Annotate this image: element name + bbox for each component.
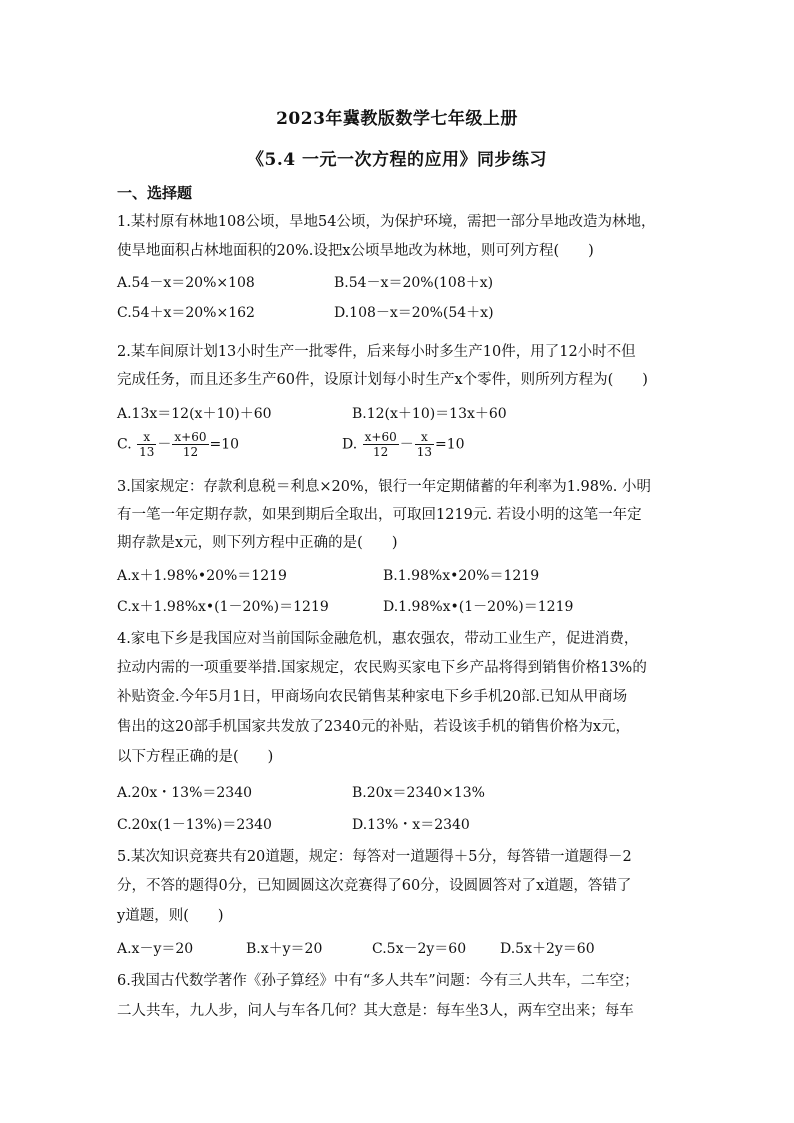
question-4-line-4: 售出的这20部手机国家共发放了2340元的补贴，若设该手机的销售价格为x元， <box>117 719 631 735</box>
option-d-rhs: =10 <box>435 436 465 453</box>
question-2-line-2: 完成任务，而且还多生产60件，设原计划每小时生产x个零件，则所列方程为( ) <box>117 372 648 388</box>
question-3-line-3: 期存款是x元，则下列方程中正确的是( ) <box>117 535 398 551</box>
question-3-option-a: A.x＋1.98%•20%＝1219 <box>117 568 287 584</box>
question-3-option-b: B.1.98%x•20%＝1219 <box>383 568 540 584</box>
question-3-option-d: D.1.98%x•(1－20%)＝1219 <box>383 599 574 615</box>
option-d-fraction-1 <box>363 430 399 459</box>
question-2-option-d <box>342 430 465 459</box>
fraction-denominator: 12 <box>182 445 199 459</box>
question-5-line-2: 分，不答的题得0分，已知圆圆这次竞赛得了60分，设圆圆答对了x道题，答错了 <box>117 878 632 894</box>
question-1-option-b: B.54－x＝20%(108＋x) <box>334 275 494 291</box>
question-1-option-d: D.108－x＝20%(54＋x) <box>334 305 494 321</box>
fraction-numerator: x <box>137 430 156 445</box>
option-c-rhs: =10 <box>209 436 240 453</box>
question-4-line-5: 以下方程正确的是( ) <box>117 749 274 765</box>
fraction-numerator: x <box>415 430 434 445</box>
option-d-prefix: D. <box>342 436 358 453</box>
question-4-option-c: C.20x(1－13%)＝2340 <box>117 817 272 833</box>
question-3-option-c: C.x＋1.98%x•(1－20%)＝1219 <box>117 599 329 615</box>
question-6-line-2: 二人共车，九人步，问人与车各几何？其大意是：每车坐3人，两车空出来；每车 <box>117 1003 634 1019</box>
question-4-option-b: B.20x＝2340×13% <box>352 785 485 801</box>
option-c-fraction-1 <box>137 430 156 459</box>
question-4-line-3: 补贴资金.今年5月1日，甲商场向农民销售某种家电下乡手机20部.已知从甲商场 <box>117 689 628 705</box>
question-5-option-a: A.x－y＝20 <box>117 941 194 957</box>
question-1-option-a: A.54－x＝20%×108 <box>117 275 255 291</box>
document-title: 2023年冀教版数学七年级上册 <box>276 109 518 129</box>
question-1-line-2: 使旱地面积占林地面积的20%.设把x公顷旱地改为林地，则可列方程( ) <box>117 243 594 259</box>
question-4-option-d: D.13%・x＝2340 <box>352 817 470 833</box>
option-c-operator: － <box>157 436 172 453</box>
option-c-prefix: C. <box>117 436 132 453</box>
option-c-fraction-2 <box>172 430 208 459</box>
question-6-line-1: 6.我国古代数学著作《孙子算经》中有“多人共车”问题：今有三人共车，二车空； <box>117 973 639 989</box>
question-2-option-a: A.13x＝12(x＋10)＋60 <box>117 406 272 422</box>
option-d-fraction-2 <box>415 430 434 459</box>
question-5-line-3: y道题，则( ) <box>117 908 224 924</box>
fraction-denominator: 13 <box>139 445 155 459</box>
question-5-option-d: D.5x＋2y＝60 <box>500 941 595 957</box>
question-3-line-1: 3.国家规定：存款利息税＝利息×20%，银行一年定期储蓄的年利率为1.98%. 小明 <box>117 479 651 495</box>
question-4-line-2: 拉动内需的一项重要举措.国家规定，农民购买家电下乡产品将得到销售价格13%的 <box>117 660 647 676</box>
section-heading: 一、选择题 <box>117 184 193 202</box>
fraction-numerator: x+60 <box>364 430 397 444</box>
fraction-denominator: 13 <box>416 445 433 459</box>
question-5-option-b: B.x＋y＝20 <box>246 941 323 957</box>
fraction-denominator: 12 <box>373 445 389 459</box>
question-5-option-c: C.5x－2y＝60 <box>372 941 467 957</box>
question-4-line-1: 4.家电下乡是我国应对当前国际金融危机，惠农强农，带动工业生产，促进消费， <box>117 631 639 647</box>
question-3-line-2: 有一笔一年定期存款，如果到期后全取出，可取回1219元. 若设小明的这笔一年定 <box>117 507 642 523</box>
fraction-numerator: x+60 <box>174 430 207 444</box>
question-2-option-c <box>117 430 239 459</box>
question-1-line-1: 1.某村原有林地108公顷，旱地54公顷，为保护环境，需把一部分旱地改造为林地， <box>117 214 656 230</box>
document-subtitle: 《5.4 一元一次方程的应用》同步练习 <box>247 150 547 170</box>
option-d-operator: － <box>399 436 414 453</box>
question-5-line-1: 5.某次知识竞赛共有20道题，规定：每答对一道题得＋5分，每答错一道题得－2 <box>117 849 632 865</box>
question-2-option-b: B.12(x＋10)＝13x＋60 <box>352 406 507 422</box>
question-1-option-c: C.54＋x＝20%×162 <box>117 305 255 321</box>
question-2-line-1: 2.某车间原计划13小时生产一批零件，后来每小时多生产10件，用了12小时不但 <box>117 344 636 360</box>
question-4-option-a: A.20x・13%＝2340 <box>117 785 253 801</box>
